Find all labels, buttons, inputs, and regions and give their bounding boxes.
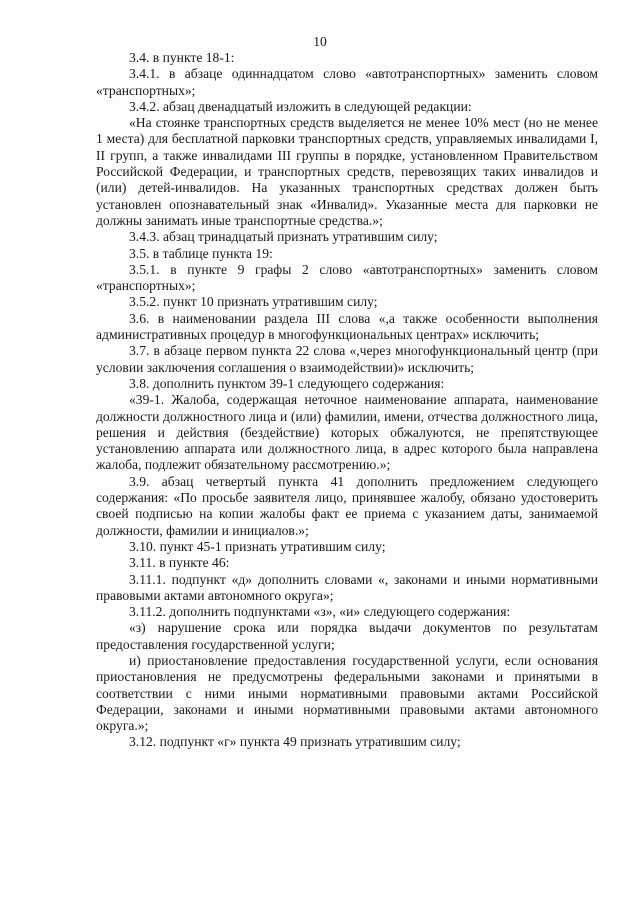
paragraph-3-7: 3.7. в абзаце первом пункта 22 слова «,через многофункциональный центр (при условии заключения соглашения о взаимодействии)» исключить;	[96, 343, 598, 375]
paragraph-3-11-2: 3.11.2. дополнить подпунктами «з», «и» следующего содержания:	[129, 604, 511, 620]
paragraph-3-4-1: 3.4.1. в абзаце одиннадцатом слово «автотранспортных» заменить словом «транспортных»;	[96, 66, 598, 98]
paragraph-3-11: 3.11. в пункте 46:	[129, 555, 230, 571]
paragraph-3-11-1: 3.11.1. подпункт «д» дополнить словами «, законами и иными нормативными правовыми актами автономного округа»;	[96, 571, 598, 603]
paragraph-3-5-2: 3.5.2. пункт 10 признать утратившим силу;	[129, 294, 378, 310]
paragraph-3-9: 3.9. абзац четвертый пункта 41 дополнить предложением следующего содержания: «По просьбе заявителя лицо, принявшее жалобу, обязано удостоверить своей подписью на копии жалобы факт ее приема с указанием даты, занимаемой должности, фамилии и инициалов.»;	[96, 473, 598, 538]
paragraph-3-10: 3.10. пункт 45-1 признать утратившим силу;	[129, 538, 386, 554]
paragraph-3-12: 3.12. подпункт «г» пункта 49 признать утратившим силу;	[129, 734, 461, 750]
page-number: 10	[313, 34, 327, 49]
paragraph-3-5: 3.5. в таблице пункта 19:	[129, 245, 273, 261]
paragraph-3-4-3: 3.4.3. абзац тринадцатый признать утратившим силу;	[129, 229, 438, 245]
paragraph-3-8: 3.8. дополнить пунктом 39-1 следующего содержания:	[129, 375, 445, 391]
paragraph-3-5-1: 3.5.1. в пункте 9 графы 2 слово «автотранспортных» заменить словом «транспортных»;	[96, 261, 598, 294]
paragraph-subitem-z: «з) нарушение срока или порядка выдачи документов по результатам предоставления государственной услуги;	[96, 620, 598, 652]
document-body	[96, 50, 598, 751]
paragraph-parking-quote: «На стоянке транспортных средств выделяется не менее 10% мест (но не менее 1 места) для бесплатной парковки транспортных средств, управляемых инвалидами I, II групп, а также инвалидами III группы в порядке, установленном Правительством Российской Федерации, и транспортных средств, перевозящих таких инвалидов и (или) детей-инвалидов. На указанных транспортных средствах должен быть установлен опознавательный знак «Инвалид». Указанные места для парковки не должны занимать иные транспортные средства.»;	[96, 115, 598, 228]
paragraph-3-4-2: 3.4.2. абзац двенадцатый изложить в следующей редакции:	[129, 98, 472, 114]
paragraph-subitem-i: и) приостановление предоставления государственной услуги, если основания приостановления не предусмотрены федеральными законами и принятыми в соответствии с ними иными нормативными правовыми актами Российской Федерации, законами и иными нормативными правовыми актами автономного округа.»;	[96, 652, 598, 734]
paragraph-39-1-quote: «39-1. Жалоба, содержащая неточное наименование аппарата, наименование должности должностного лица и (или) фамилии, имени, отчества должностного лица, решения и действия (бездействие) которых обжалуются, не препятствующее установлению аппарата или должностного лица, в адрес которого была направлена жалоба, подлежит обязательному рассмотрению.»;	[96, 392, 598, 473]
paragraph-3-6: 3.6. в наименовании раздела III слова «,а также особенности выполнения административных процедур в многофункциональных центрах» исключить;	[96, 310, 598, 343]
paragraph-3-4: 3.4. в пункте 18-1:	[129, 50, 235, 65]
